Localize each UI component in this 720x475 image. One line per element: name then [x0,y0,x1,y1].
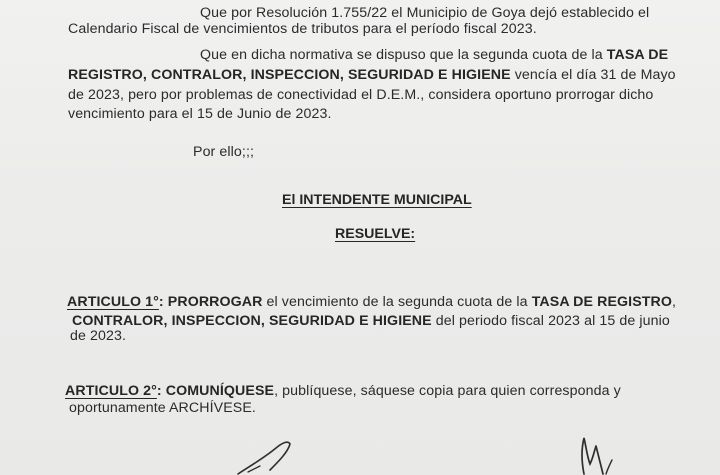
considerando-2-line-3: de 2023, pero por problemas de conectividad el D.E.M., considera oportuno prorrogar dicho [68,87,654,103]
intendente-heading: El INTENDENTE MUNICIPAL [282,192,472,208]
articulo-2-verb: COMUNÍQUESE [165,383,275,399]
signature-right [570,430,620,475]
por-ello: Por ello;;; [193,144,255,160]
articulo-2-text-a: , publíquese, sáquese copia para quien corresponda y [274,383,621,399]
considerando-2-line-1 [200,47,668,64]
tasa-highlight: TASA DE [606,47,669,63]
considerando-2-line-4: vencimiento para el 15 de Junio de 2023. [68,106,332,122]
articulo-2-line-2: oportunamente ARCHÍVESE. [69,400,256,416]
tasa-highlight-cont: REGISTRO, CONTRALOR, INSPECCION, SEGURIDAD E HIGIENE [68,67,511,83]
considerando-1-line-1: Que por Resolución 1.755/22 el Municipio de Goya dejó establecido el [200,5,650,21]
articulo-1-verb: PRORROGAR [167,294,263,310]
resuelve-heading: RESUELVE: [335,226,416,242]
vencimiento-text: vencía el día 31 de Mayo [514,67,676,83]
articulo-2-colon: : [156,383,166,399]
articulo-2-line-1 [65,383,621,400]
considerando-2-line-2 [68,67,676,84]
articulo-1-line-2 [72,313,670,330]
articulo-1-tasa-b: CONTRALOR, INSPECCION, SEGURIDAD E HIGIENE [72,313,432,329]
articulo-1-line-1 [67,294,676,311]
considerando-2-text: Que en dicha normativa se dispuso que la segunda cuota de la [200,47,603,63]
articulo-1-colon: : [158,294,168,310]
articulo-1-comma: , [672,294,677,310]
signature-left [230,436,310,475]
considerando-1-line-2: Calendario Fiscal de vencimientos de tributos para el período fiscal 2023. [68,21,537,37]
articulo-2-label: ARTICULO 2° [65,383,157,399]
articulo-1-tasa-a: TASA DE REGISTRO [531,294,673,310]
articulo-1-text-b: del periodo fiscal 2023 al 15 de junio [431,313,670,329]
articulo-1-line-3: de 2023. [70,328,127,344]
articulo-1-text-a: el vencimiento de la segunda cuota de la [262,294,532,310]
articulo-1-label: ARTICULO 1° [67,294,159,310]
